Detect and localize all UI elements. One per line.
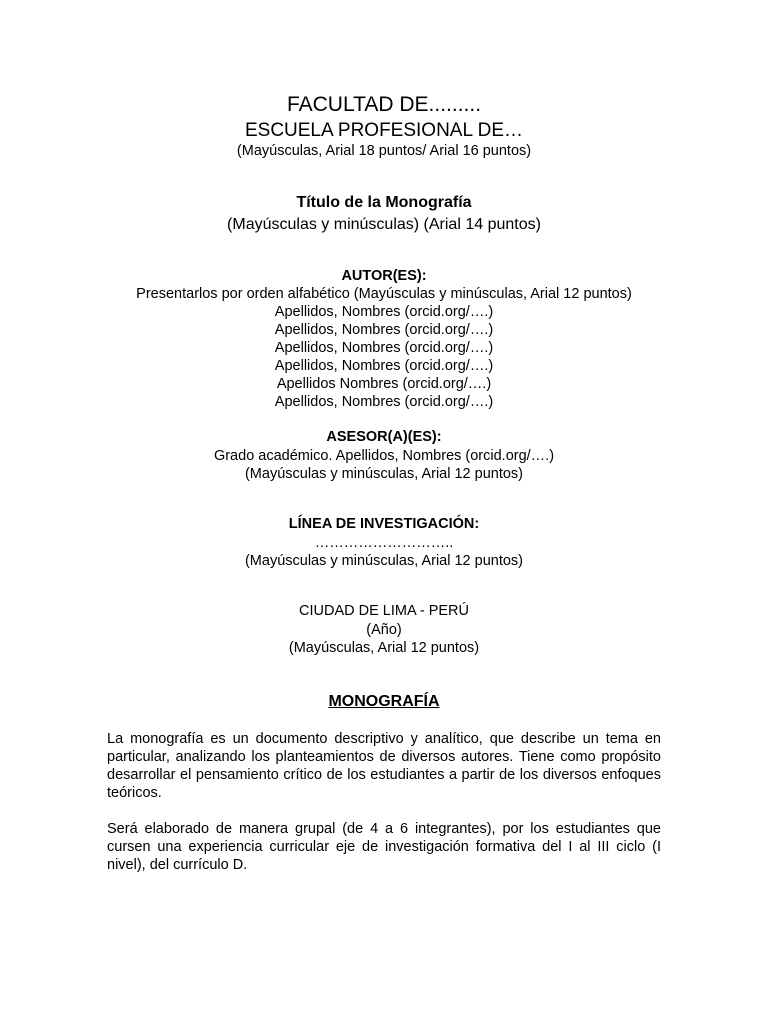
advisors-format-note: (Mayúsculas y minúsculas, Arial 12 puntos) (244, 466, 524, 482)
monografia-paragraph-1: La monografía es un documento descriptivo y analítico, que describe un tema en particular, analizando los planteamientos de diversos autores. Tiene como propósito desarrollar el pensamiento crítico de los estudiantes a partir de los diversos enfoques teóricos. (107, 731, 661, 801)
research-line-label: LÍNEA DE INVESTIGACIÓN: (288, 516, 480, 532)
author-item: Apellidos, Nombres (orcid.org/….) (274, 304, 494, 320)
authors-instruction: Presentarlos por orden alfabético (Mayúsculas y minúsculas, Arial 12 puntos) (136, 286, 632, 302)
header-format-note: (Mayúsculas, Arial 18 puntos/ Arial 16 puntos) (236, 143, 532, 159)
author-item: Apellidos, Nombres (orcid.org/….) (274, 358, 494, 374)
research-line-format-note: (Mayúsculas y minúsculas, Arial 12 puntos) (244, 553, 524, 569)
author-item: Apellidos Nombres (orcid.org/….) (276, 376, 492, 392)
monograph-title: Título de la Monografía (296, 194, 472, 211)
location-format-note: (Mayúsculas, Arial 12 puntos) (288, 640, 480, 656)
city-line: CIUDAD DE LIMA - PERÚ (299, 603, 469, 619)
monografia-paragraph-2: Será elaborado de manera grupal (de 4 a 6 integrantes), por los estudiantes que cursen una experiencia curricular eje de investigación formativa del I al III ciclo (I nivel), del currículo D. (107, 821, 661, 873)
author-item: Apellidos, Nombres (orcid.org/….) (274, 394, 494, 410)
monografia-heading: MONOGRAFÍA (328, 693, 440, 710)
advisors-label: ASESOR(A)(ES): (326, 429, 442, 445)
faculty-title: FACULTAD DE......... (286, 93, 482, 116)
title-format-note: (Mayúsculas y minúsculas) (Arial 14 puntos) (227, 216, 541, 233)
author-item: Apellidos, Nombres (orcid.org/….) (274, 340, 494, 356)
research-line-value: ……………………….. (314, 535, 454, 551)
school-title: ESCUELA PROFESIONAL DE… (244, 120, 524, 141)
authors-label: AUTOR(ES): (341, 268, 427, 284)
author-item: Apellidos, Nombres (orcid.org/….) (274, 322, 494, 338)
advisor-line: Grado académico. Apellidos, Nombres (orcid.org/….) (213, 448, 555, 464)
year-line: (Año) (366, 622, 402, 638)
